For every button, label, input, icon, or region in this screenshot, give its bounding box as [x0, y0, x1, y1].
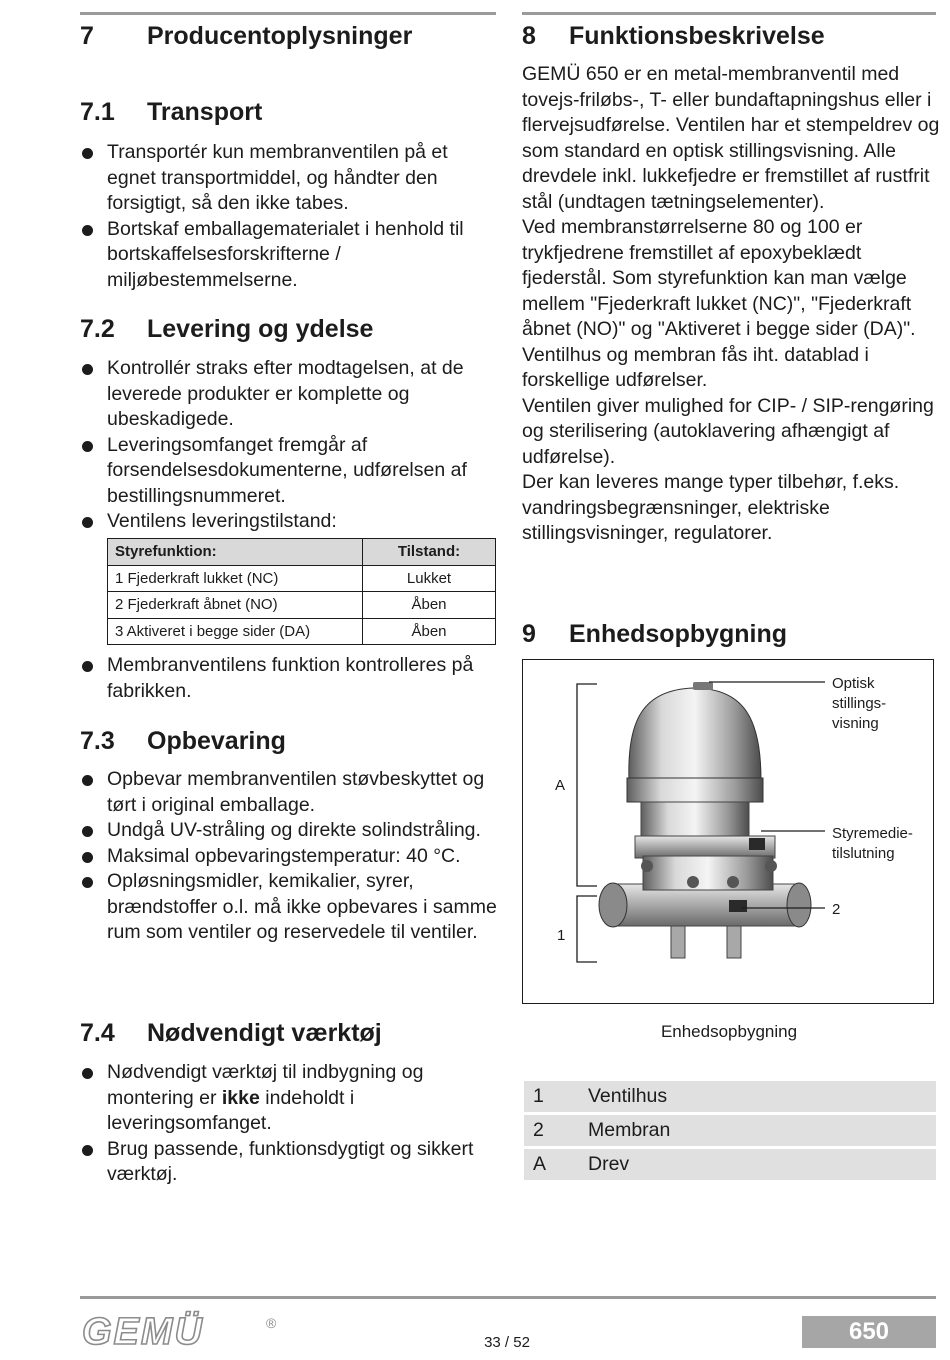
heading-7-4-number: 7.4: [80, 1019, 115, 1047]
list-item: Bortskaf emballagematerialet i henhold til bortskaffelsesforskrifterne / miljøbestemmelserne.: [80, 217, 500, 294]
delivery-list: [80, 356, 500, 535]
list-item: Membranventilens funktion kontrolleres på fabrikken.: [80, 653, 500, 704]
footer-rule: [80, 1296, 936, 1299]
paragraph: Ved membranstørrelserne 80 og 100 er trykfjedrene fremstillet af epoxybeklædt fjederstål. Som styrefunktion kan man vælge mellem "Fjederkraft lukket (NC)", "Fjederkraft åbnet (NO)" og "Aktiveret i begge sider (DA)". Ventilhus og membran fås iht. datablad i forskellige udførelser.: [522, 216, 916, 391]
list-item: Transportér kun membranventilen på et egnet transportmiddel, og håndter den forsigtigt, så den ikke tabes.: [80, 140, 500, 217]
heading-7-1: [80, 98, 263, 127]
heading-7-2-title: Levering og ydelse: [147, 315, 374, 343]
page-number: 33 / 52: [484, 1334, 530, 1351]
paragraph: Der kan leveres mange typer tilbehør, f.eks. vandringsbegrænsninger, elektriske stillingsvisninger, regulatorer.: [522, 471, 900, 544]
function-description: [522, 62, 940, 547]
heading-9: [522, 620, 788, 649]
heading-9-number: 9: [522, 620, 536, 648]
callout-text: Optisk: [832, 675, 875, 692]
emphasis-not: ikke: [221, 1086, 260, 1109]
product-number-badge: 650: [802, 1316, 936, 1348]
transport-list: [80, 140, 500, 293]
storage-list: [80, 767, 500, 946]
list-item: Maksimal opbevaringstemperatur: 40 °C.: [80, 844, 500, 870]
callout-text: visning: [832, 715, 879, 732]
table-row: [524, 1115, 936, 1146]
list-item: Leveringsomfanget fremgår af forsendelsesdokumenterne, udførelsen af bestillingsnummeret.: [80, 433, 500, 510]
part-label: Drev: [588, 1149, 936, 1180]
part-key: 2: [524, 1115, 588, 1146]
callout-optical-indicator: [832, 674, 886, 734]
part-key: 1: [524, 1081, 588, 1112]
table-header-cell: Styrefunktion:: [108, 539, 363, 566]
top-rule-right: [522, 12, 936, 15]
delivery-state-table: [107, 538, 496, 645]
table-row: [108, 592, 496, 619]
unit-structure-figure: [522, 659, 934, 1004]
heading-7-2: [80, 315, 374, 344]
callout-2: 2: [832, 901, 841, 918]
table-row: [524, 1149, 936, 1180]
paragraph: GEMÜ 650 er en metal-membranventil med tovejs-friløbs-, T- eller bundaftapningshus eller i flervejsudførelse. Ventilen har et stempeldrev og som standard en optisk stillingsvisning. Alle drevdele inkl. lukkefjedre er fremstillet af rustfrit stål (undtagen tætningselementer).: [522, 63, 940, 213]
list-item: Kontrollér straks efter modtagelsen, at de leverede produkter er komplette og ubeskadigede.: [80, 356, 500, 433]
list-item: Ventilens leveringstilstand:: [80, 509, 500, 535]
tools-text: Nødvendigt værktøj til indbygning og montering er: [107, 1061, 424, 1109]
list-item: Opbevar membranventilen støvbeskyttet og tørt i original emballage.: [80, 767, 500, 818]
heading-7-2-number: 7.2: [80, 315, 115, 343]
heading-7-1-number: 7.1: [80, 98, 115, 126]
registered-mark: ®: [266, 1315, 277, 1331]
part-key: A: [524, 1149, 588, 1180]
callout-text: stillings-: [832, 695, 887, 712]
callout-text: tilslutning: [832, 845, 895, 862]
list-item: [80, 1060, 500, 1137]
heading-8-number: 8: [522, 22, 536, 50]
table-row: [524, 1081, 936, 1112]
table-row: [108, 618, 496, 645]
factory-check-list: [80, 653, 500, 704]
heading-7: [80, 22, 413, 51]
table-cell: 3 Aktiveret i begge sider (DA): [108, 618, 363, 645]
top-rule-left: [80, 12, 496, 15]
callout-control-connection: [832, 824, 913, 864]
parts-legend-table: [524, 1078, 936, 1183]
part-label: Ventilhus: [588, 1081, 936, 1112]
table-cell: Lukket: [363, 565, 496, 592]
list-item: Undgå UV-stråling og direkte solindstråling.: [80, 818, 500, 844]
heading-7-3: [80, 727, 286, 756]
table-header-row: [108, 539, 496, 566]
heading-7-1-title: Transport: [147, 98, 263, 126]
heading-7-4-title: Nødvendigt værktøj: [147, 1019, 382, 1047]
table-cell: 1 Fjederkraft lukket (NC): [108, 565, 363, 592]
heading-7-3-number: 7.3: [80, 727, 115, 755]
callout-1: 1: [557, 927, 566, 944]
table-cell: Åben: [363, 592, 496, 619]
heading-8: [522, 22, 825, 51]
callout-a: A: [555, 777, 566, 794]
table-header-cell: Tilstand:: [363, 539, 496, 566]
table-cell: Åben: [363, 618, 496, 645]
table-cell: 2 Fjederkraft åbnet (NO): [108, 592, 363, 619]
heading-7-title: Producentoplysninger: [147, 22, 413, 50]
list-item: Brug passende, funktionsdygtigt og sikkert værktøj.: [80, 1137, 500, 1188]
heading-8-title: Funktionsbeskrivelse: [569, 22, 825, 50]
callout-text: Styremedie-: [832, 825, 913, 842]
heading-7-3-title: Opbevaring: [147, 727, 286, 755]
table-row: [108, 565, 496, 592]
part-label: Membran: [588, 1115, 936, 1146]
heading-9-title: Enhedsopbygning: [569, 620, 788, 648]
figure-caption: Enhedsopbygning: [660, 1022, 798, 1041]
list-item: Opløsningsmidler, kemikalier, syrer, brændstoffer o.l. må ikke opbevares i samme rum som ventiler og reservedele til ventiler.: [80, 869, 500, 946]
paragraph: Ventilen giver mulighed for CIP- / SIP-rengøring og sterilisering (autoklavering afhængigt af udførelse).: [522, 394, 934, 468]
tools-text: indeholdt i leveringsomfanget.: [107, 1086, 355, 1134]
heading-7-4: [80, 1019, 382, 1048]
logo-text: GEMÜ: [82, 1311, 204, 1350]
heading-7-number: 7: [80, 22, 94, 50]
tools-list: [80, 1060, 500, 1188]
